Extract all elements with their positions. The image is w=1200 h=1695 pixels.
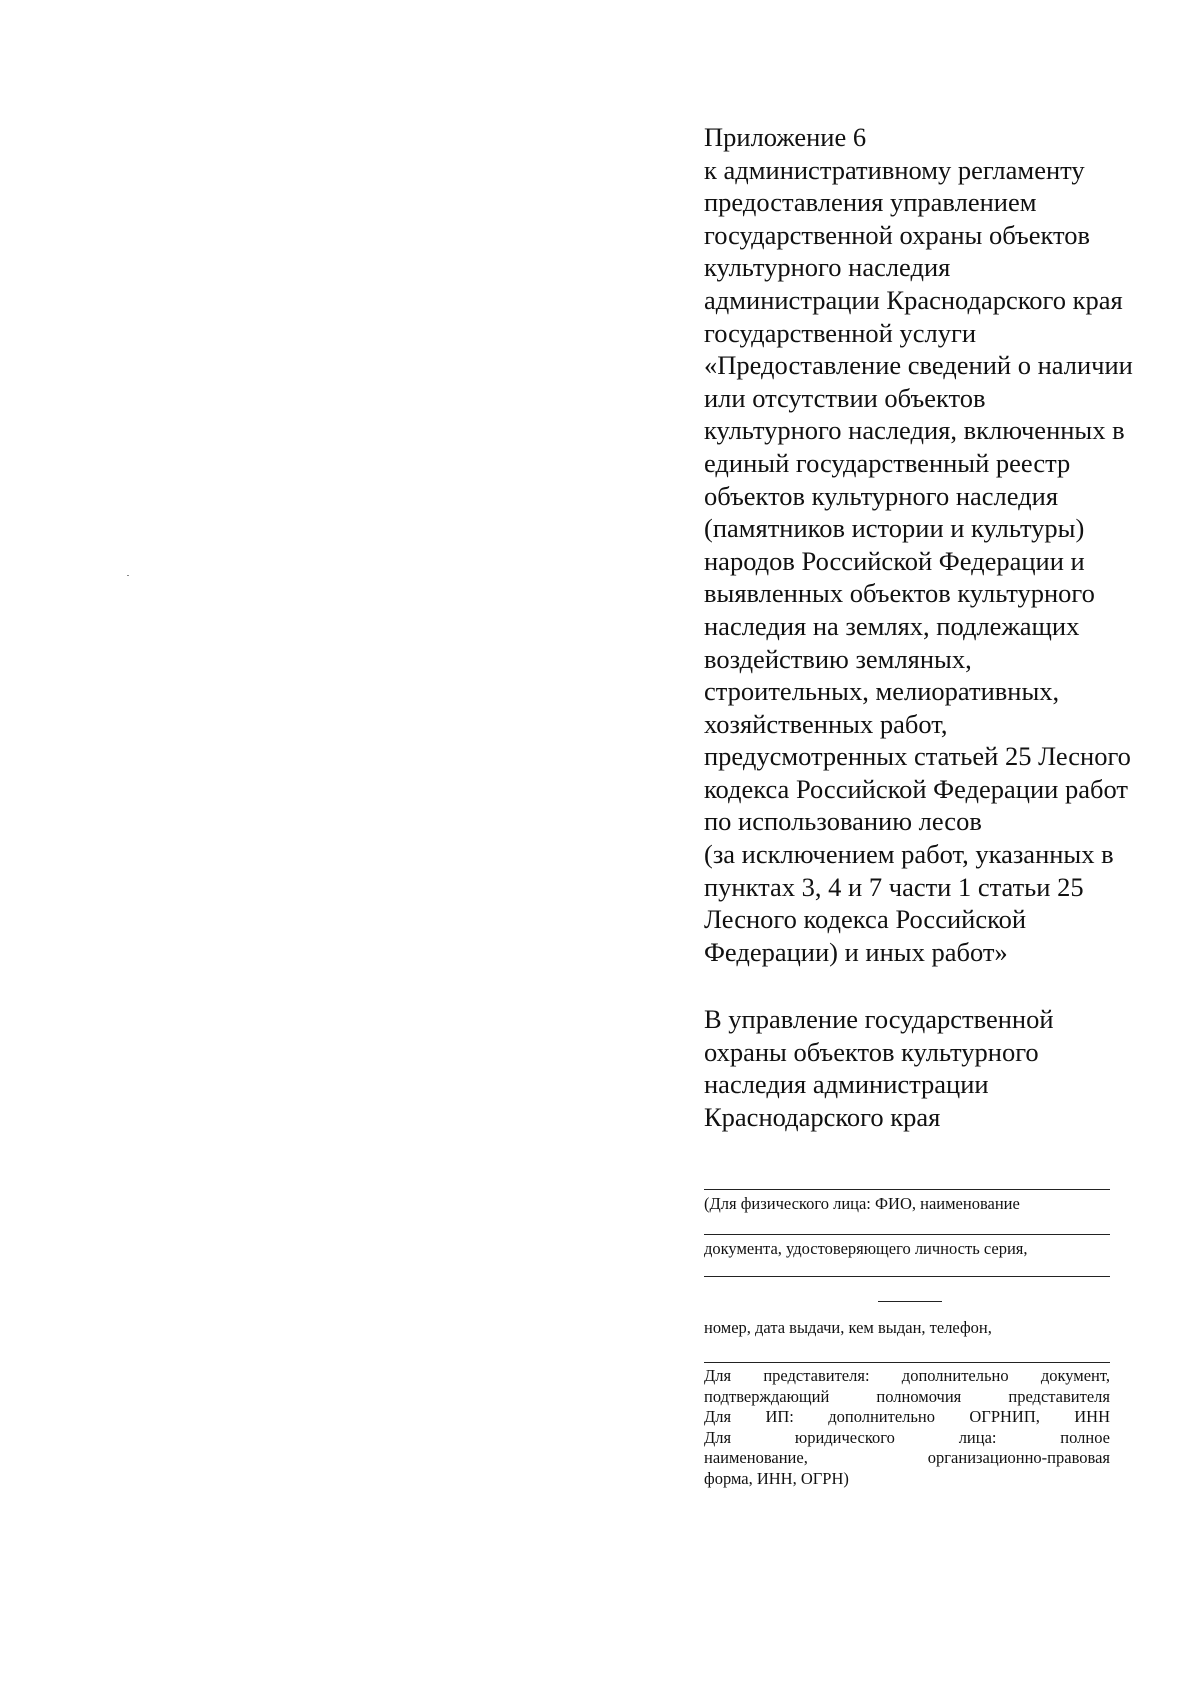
- annex-line: к административному регламенту: [704, 154, 1085, 185]
- annex-line: предусмотренных статьей 25 Лесного: [704, 741, 1131, 772]
- annex-line: по использованию лесов: [704, 806, 982, 837]
- recipient-line: охраны объектов культурного: [704, 1036, 1039, 1067]
- recipient-line: Краснодарского края: [704, 1101, 941, 1132]
- annex-line: (за исключением работ, указанных в: [704, 839, 1114, 870]
- applicant-caption-2: документа, удостоверяющего личность серия,: [704, 1239, 1028, 1258]
- annex-line: хозяйственных работ,: [704, 708, 948, 739]
- annex-line: (памятников истории и культуры): [704, 513, 1085, 544]
- annex-line: объектов культурного наследия: [704, 480, 1059, 511]
- recipient-block: [704, 1003, 1194, 1133]
- applicant-caption-3: номер, дата выдачи, кем выдан, телефон,: [704, 1318, 992, 1337]
- annex-line: государственной услуги: [704, 317, 977, 348]
- annex-line: государственной охраны объектов: [704, 219, 1091, 250]
- recipient-line: наследия администрации: [704, 1069, 989, 1100]
- annex-line: «Предоставление сведений о наличии: [704, 350, 1133, 381]
- fill-in-line[interactable]: [704, 1276, 1110, 1277]
- annex-line: народов Российской Федерации и: [704, 545, 1085, 576]
- applicant-detail-line: подтверждающий полномочия представителя: [704, 1386, 1110, 1406]
- annex-line: выявленных объектов культурного: [704, 578, 1095, 609]
- fill-in-line[interactable]: [704, 1189, 1110, 1190]
- fill-in-line[interactable]: [704, 1362, 1110, 1363]
- annex-line: культурного наследия: [704, 252, 951, 283]
- fill-in-line-short[interactable]: [878, 1301, 942, 1302]
- applicant-details: [704, 1366, 1110, 1489]
- annex-line: культурного наследия, включенных в: [704, 415, 1125, 446]
- annex-line: предоставления управлением: [704, 187, 1037, 218]
- annex-line: строительных, мелиоративных,: [704, 676, 1060, 707]
- applicant-detail-line: наименование, организационно-правовая: [704, 1448, 1110, 1467]
- annex-line: Лесного кодекса Российской: [704, 904, 1027, 935]
- applicant-detail-line: форма, ИНН, ОГРН): [704, 1468, 849, 1488]
- annex-line: наследия на землях, подлежащих: [704, 610, 1080, 641]
- annex-header: [704, 121, 1194, 968]
- annex-line: Федерации) и иных работ»: [704, 936, 1008, 967]
- scan-speck: [127, 575, 129, 576]
- applicant-detail-line: Для ИП: дополнительно ОГРНИП, ИНН: [704, 1407, 1110, 1426]
- applicant-detail-line: Для юридического лица: полное: [704, 1427, 1110, 1447]
- annex-line: единый государственный реестр: [704, 447, 1071, 478]
- annex-title: Приложение 6: [704, 122, 867, 152]
- annex-line: пунктах 3, 4 и 7 части 1 статьи 25: [704, 871, 1084, 902]
- annex-line: или отсутствии объектов: [704, 382, 986, 413]
- fill-in-line[interactable]: [704, 1234, 1110, 1235]
- annex-line: администрации Краснодарского края: [704, 284, 1123, 315]
- applicant-detail-line: Для представителя: дополнительно документ,: [704, 1366, 1110, 1385]
- annex-line: воздействию земляных,: [704, 643, 972, 674]
- applicant-caption-1: (Для физического лица: ФИО, наименование: [704, 1194, 1020, 1213]
- annex-line: кодекса Российской Федерации работ: [704, 773, 1128, 804]
- recipient-line: В управление государственной: [704, 1004, 1054, 1034]
